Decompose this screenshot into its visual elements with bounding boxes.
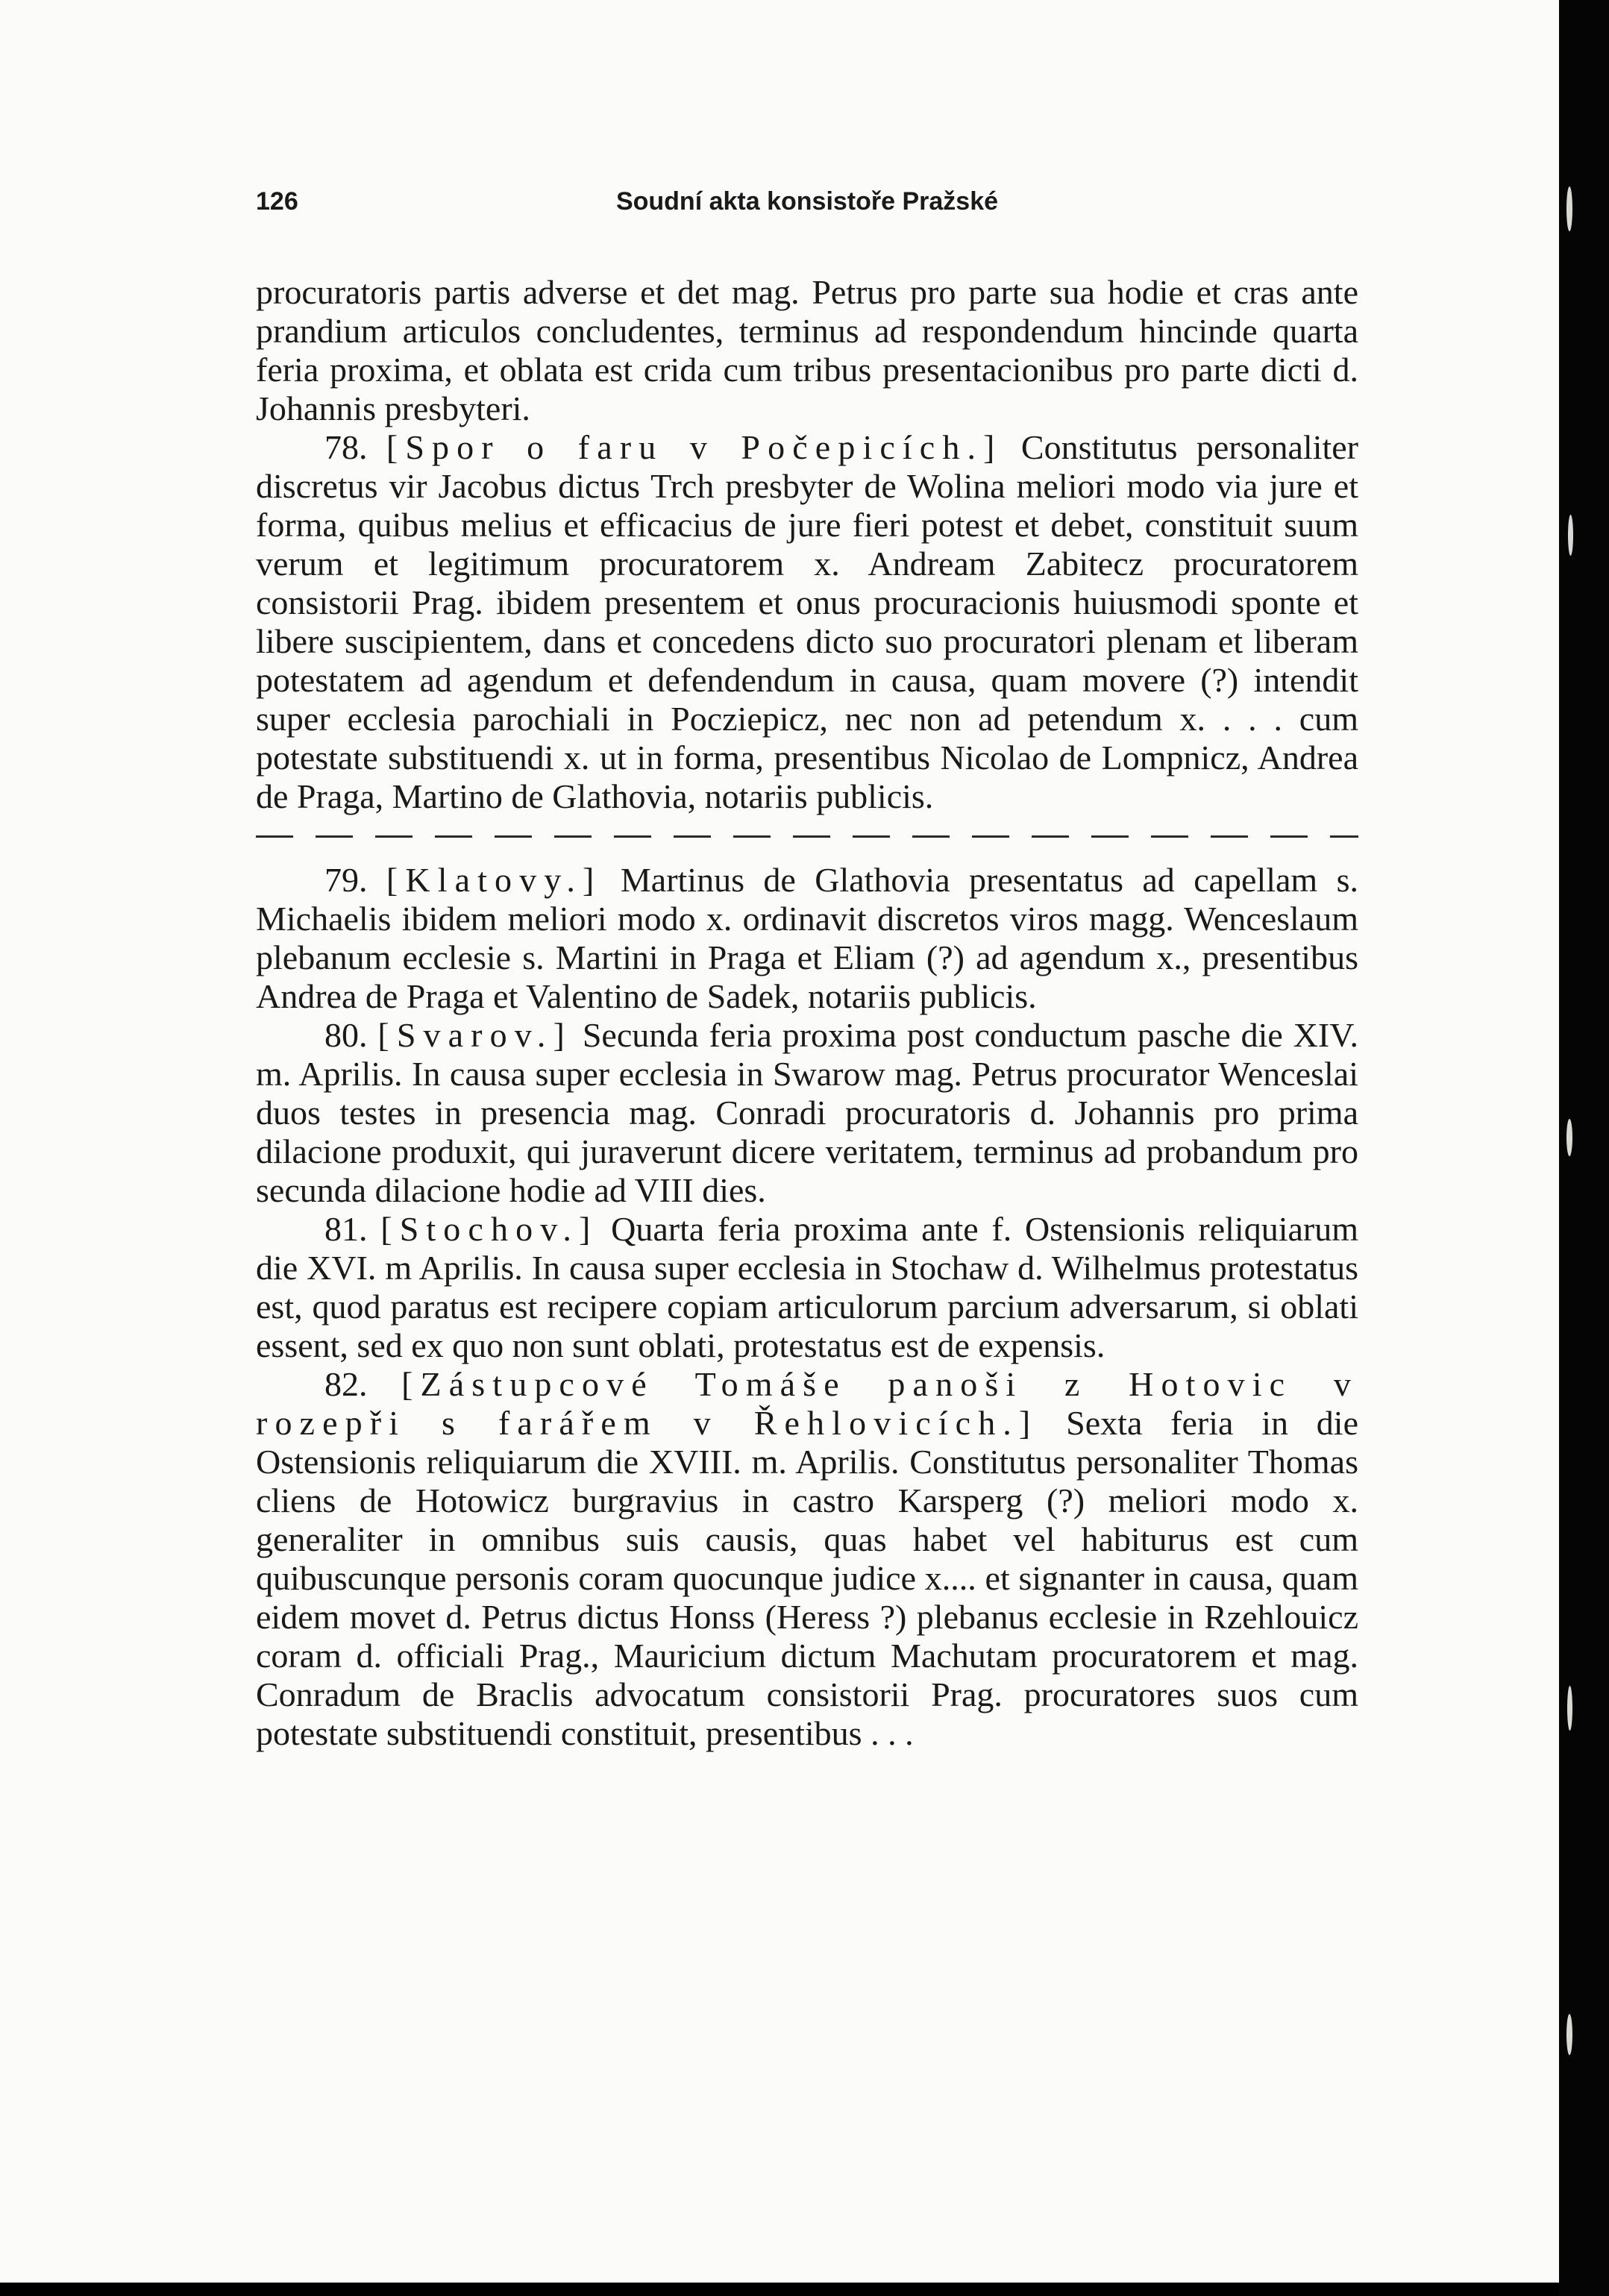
running-title: Soudní akta konsistoře Pražské	[615, 187, 999, 216]
entry-text: Secunda feria proxima post conductum pasche die XIV. m. Aprilis. In causa super ecclesia in Swarow mag. Petrus procurator Wenceslai duos testes in presencia mag. Conradi procuratoris d. Johannis pro prima dilacione produxit, qui juraverunt dicere veritatem, terminus ad probandum pro secunda dilacione hodie ad VIII dies.	[256, 1016, 1359, 1209]
text-block-lower	[256, 861, 1358, 1753]
dashed-separator	[256, 834, 1358, 838]
entry-81	[256, 1210, 1358, 1365]
entry-number: 79.	[324, 861, 368, 899]
entry-title: [Svarov.]	[377, 1016, 572, 1054]
entry-title: [Stochov.]	[380, 1210, 598, 1248]
entry-number: 78.	[324, 428, 368, 466]
entry-number: 80.	[324, 1016, 368, 1054]
entry-number: 82.	[324, 1365, 368, 1403]
scan-artifact	[1566, 2014, 1572, 2055]
page-content	[256, 172, 1358, 1753]
entry-title: [Spor o faru v Počepicích.]	[386, 428, 1003, 466]
paragraph-continuation	[256, 273, 1358, 428]
entry-text: Sexta feria in die Ostensionis reliquiarum die XVIII. m. Aprilis. Constitutus personaliter Thomas cliens de Hotowicz burgravius in castro Karsperg (?) meliori modo x. generaliter in omnibus suis causis, quas habet vel habiturus est cum quibuscunque personis coram quocunque judice x.... et signanter in causa, quam eidem movet d. Petrus dictus Honss (Heress ?) plebanus ecclesie in Rzehlouicz coram d. officiali Prag., Mauricium dictum Machutam procuratorem et mag. Conradum de Braclis advocatum consistorii Prag. procuratores suos cum potestate substituendi constituit, presentibus . . .	[256, 1404, 1358, 1752]
entry-title: [Klatovy.]	[386, 861, 602, 899]
text-block-upper	[256, 273, 1358, 816]
page-number: 126	[256, 187, 298, 216]
entry-text: Constitutus personaliter discretus vir Jacobus dictus Trch presbyter de Wolina meliori modo via jure et forma, quibus melius et efficacius de jure fieri potest et debet, constituit suum verum et legitimum procuratorem x. Andream Zabitecz procuratorem consistorii Prag. ibidem presentem et onus procuracionis huiusmodi sponte et libere suscipientem, dans et concedens dicto suo procuratori plenam et liberam potestatem ad agendum et defendendum in causa, quam movere (?) intendit super ecclesia parochiali in Pocziepicz, nec non ad petendum x. . . . cum potestate substituendi x. ut in forma, presentibus Nicolao de Lompnicz, Andrea de Praga, Martino de Glathovia, notariis publicis.	[256, 428, 1358, 815]
entry-78	[256, 428, 1358, 816]
entry-text: Martinus de Glathovia presentatus ad capellam s. Michaelis ibidem meliori modo x. ordinavit discretos viros magg. Wenceslaum plebanum ecclesie s. Martini in Praga et Eliam (?) ad agendum x., presentibus Andrea de Praga et Valentino de Sadek, notariis publicis.	[256, 861, 1359, 1015]
scan-artifact	[1568, 515, 1573, 556]
entry-title: [Zástupcové Tomáše panoši z Hotovic v rozepři s farářem v Řehlovicích.]	[256, 1365, 1359, 1442]
entry-80	[256, 1016, 1358, 1210]
running-head	[256, 172, 1358, 231]
scan-artifact	[1566, 186, 1572, 231]
paragraph-text: procuratoris partis adverse et det mag. Petrus pro parte sua hodie et cras ante prandium articulos concludentes, terminus ad respondendum hincinde quarta feria proxima, et oblata est crida cum tribus presentacionibus pro parte dicti d. Johannis presbyteri.	[256, 273, 1358, 427]
entry-82	[256, 1365, 1358, 1753]
scan-edge	[1559, 0, 1609, 2296]
entry-number: 81.	[324, 1210, 368, 1248]
scan-artifact	[1566, 1119, 1572, 1156]
scan-artifact	[1567, 1686, 1572, 1731]
entry-79	[256, 861, 1358, 1016]
entry-text: Quarta feria proxima ante f. Ostensionis reliquiarum die XVI. m Aprilis. In causa super ecclesia in Stochaw d. Wilhelmus protestatus est, quod paratus est recipere copiam articulorum parcium adversarum, si oblati essent, sed ex quo non sunt oblati, protestatus est de expensis.	[256, 1210, 1359, 1364]
